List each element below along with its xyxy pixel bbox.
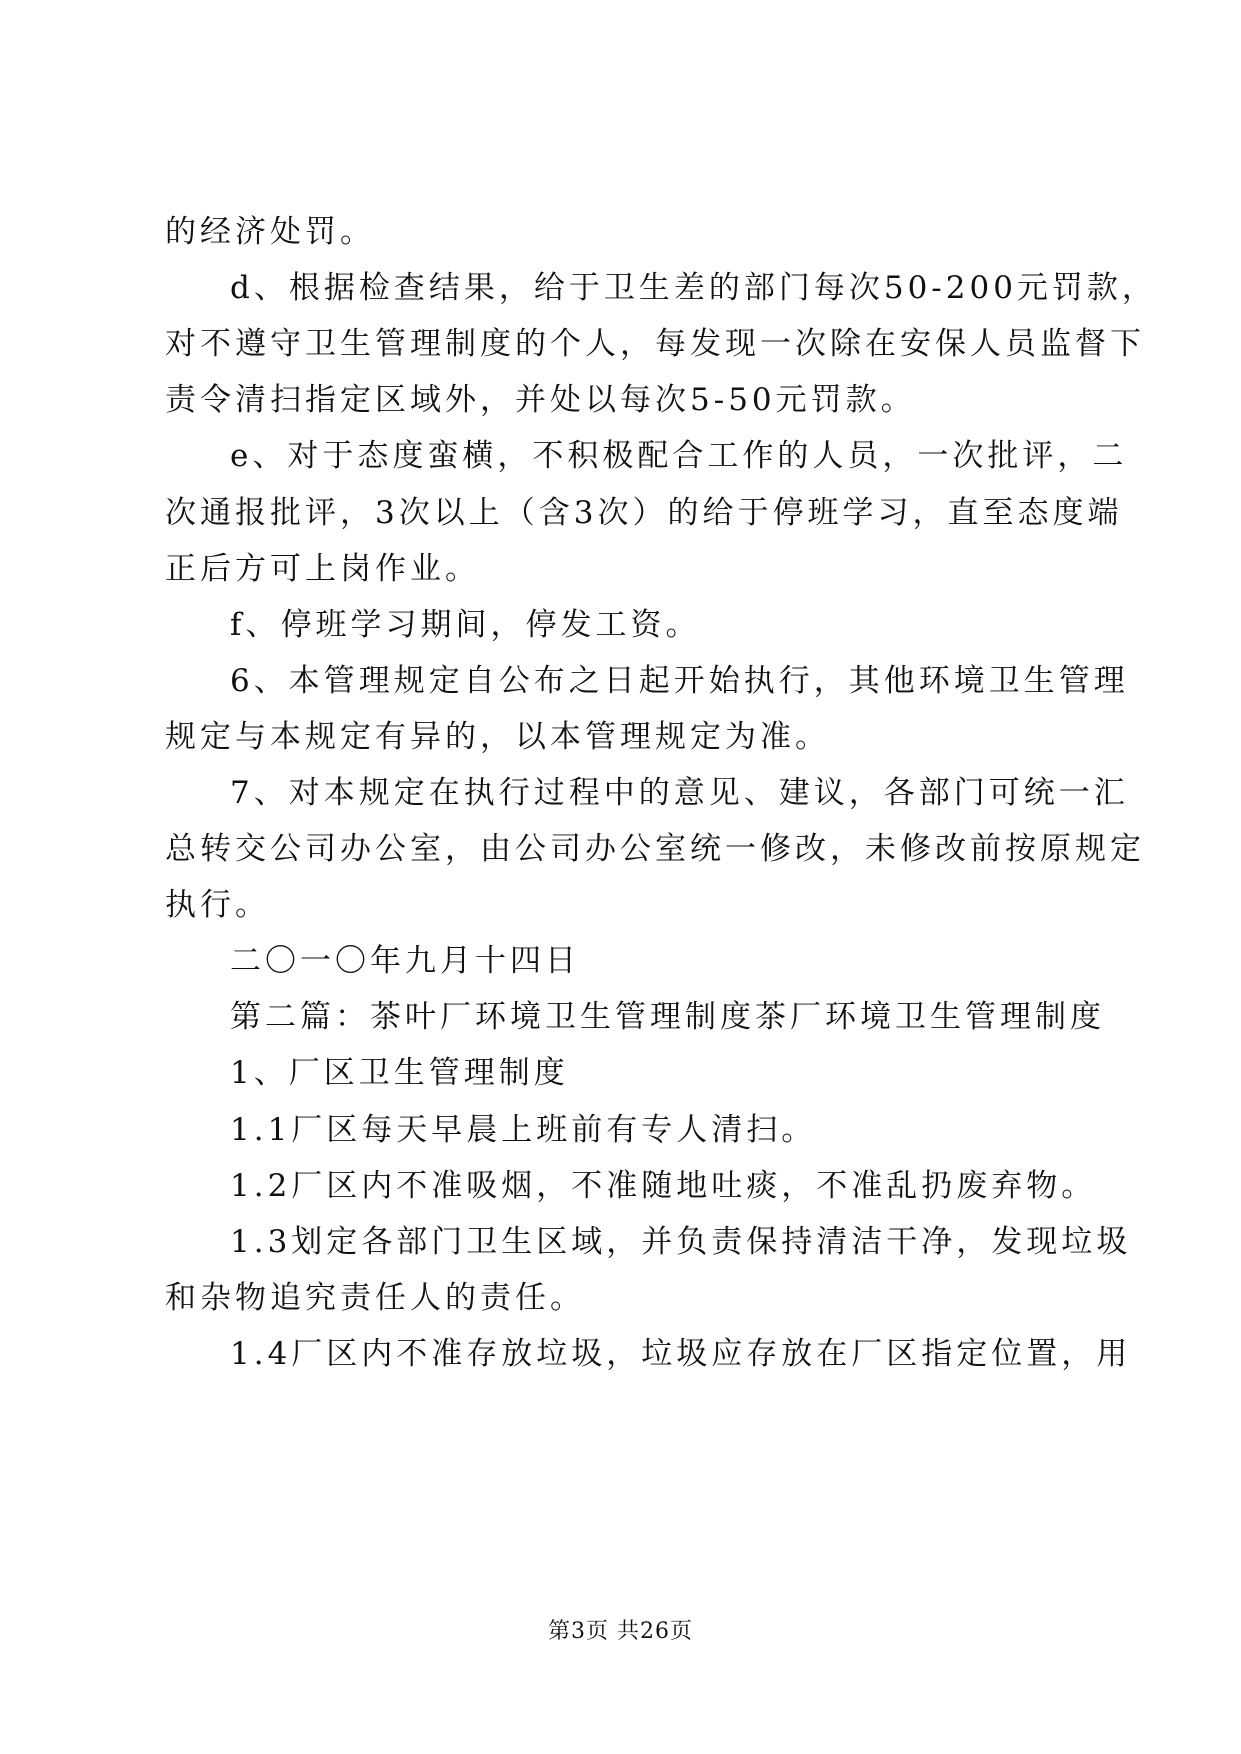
subsection-heading: 1、厂区卫生管理制度 (230, 1055, 569, 1091)
paragraph-line: 次通报批评，3次以上（含3次）的给于停班学习，直至态度端 (165, 495, 1123, 531)
paragraph-line: 6、本管理规定自公布之日起开始执行，其他环境卫生管理 (230, 663, 1129, 699)
paragraph-line: 1.4厂区内不准存放垃圾，垃圾应存放在厂区指定位置，用 (230, 1336, 1132, 1372)
paragraph-line: 总转交公司办公室，由公司办公室统一修改，未修改前按原规定 (165, 831, 1145, 867)
paragraph-line: 7、对本规定在执行过程中的意见、建议，各部门可统一汇 (230, 775, 1129, 811)
paragraph-line: 责令清扫指定区域外，并处以每次5-50元罚款。 (165, 382, 916, 418)
paragraph-line: 1.2厂区内不准吸烟，不准随地吐痰，不准乱扔废弃物。 (230, 1168, 1097, 1204)
paragraph-line: f、停班学习期间，停发工资。 (230, 607, 701, 643)
paragraph-line: 执行。 (165, 887, 270, 923)
paragraph-line: 的经济处罚。 (165, 214, 375, 250)
date-line: 二〇一〇年九月十四日 (230, 943, 580, 979)
paragraph-line: 对不遵守卫生管理制度的个人，每发现一次除在安保人员监督下 (165, 326, 1145, 362)
paragraph-line: d、根据检查结果，给于卫生差的部门每次50-200元罚款， (230, 270, 1157, 306)
paragraph-line: 规定与本规定有异的，以本管理规定为准。 (165, 719, 830, 755)
section-heading: 第二篇：茶叶厂环境卫生管理制度茶厂环境卫生管理制度 (230, 999, 1105, 1035)
paragraph-line: 1.1厂区每天早晨上班前有专人清扫。 (230, 1112, 817, 1148)
paragraph-line: 正后方可上岗作业。 (165, 551, 480, 587)
page-footer: 第3页 共26页 (548, 1619, 693, 1644)
paragraph-line: 和杂物追究责任人的责任。 (165, 1280, 585, 1316)
paragraph-line: e、对于态度蛮横，不积极配合工作的人员，一次批评，二 (230, 438, 1128, 474)
paragraph-line: 1.3划定各部门卫生区域，并负责保持清洁干净，发现垃圾 (230, 1224, 1132, 1260)
